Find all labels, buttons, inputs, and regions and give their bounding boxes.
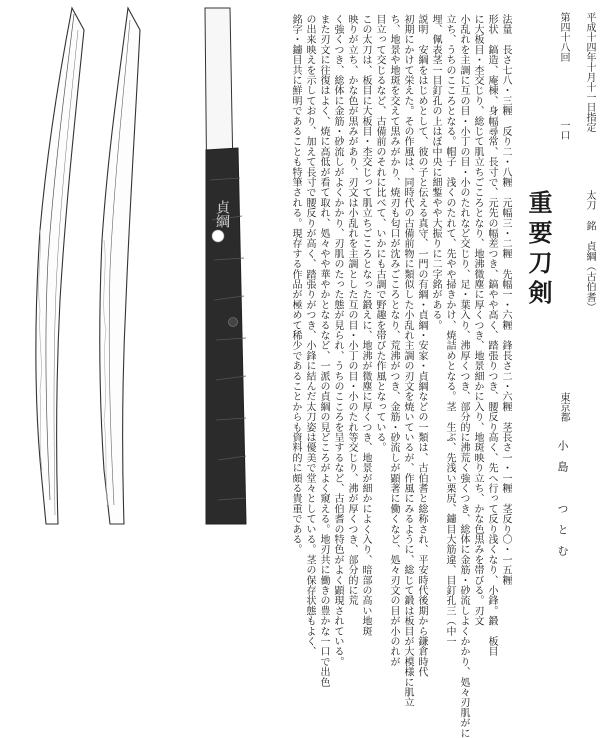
designation-date: 平成十四年十月十一日指定 xyxy=(584,12,595,132)
text-column: 小乱れを主調に互の目・小丁の目・小のたれなど交じり、足・葉入り、沸厚くつき、部分的に沸荒く強くつき、総体に金筋・砂流しよくかかり、処々刃肌がに xyxy=(458,14,469,738)
text-column: に大板目・杢交じり、総じて肌立ちごころとなり、地沸微塵に厚くつき、地景細かに入り、地斑映り立ち、かな色黒みを帯びる。刃文 xyxy=(472,14,483,626)
peg-hole xyxy=(212,230,224,242)
tang-with-inscription xyxy=(205,8,246,524)
text-column: 形状 鎬造、庵棟、身幅尋常、長寸で、元先の幅差つき、鎬やや高く、踏張りつき、腰反り高く、先へ行って反り浅くなり、小鋒。鍛 板目 xyxy=(486,14,497,657)
text-column: また刃文に往復はよく、焼に高低が看て取れ、処々やや華やかとなるなど、一派の貞綱の見どころがよく窺える。地刃共に働きの豊かな一口で出色 xyxy=(318,14,329,688)
peg-hole xyxy=(229,318,238,327)
text-column: 立ち、うちのこころとなる。帽子 浅くのたれて、先やや掃きかけ、焼詰めとなる。茎 生ぶ、先浅い栗尻、鑢目大筋違、目釘孔三（中一 xyxy=(444,14,455,647)
text-column: 説明 安綱をはじめとして、彼の子と伝える真守、一門の有綱・貞綱・安家・貞綱などの一類は、古伯耆と総称され、平安時代後期から鎌倉時代 xyxy=(416,14,427,677)
text-column: 銘字・鑢目共に鮮明であることも特筆される。現存する作品が極めて稀少であることからも資料的に頗る貴重である。 xyxy=(290,14,301,555)
text-column: 埋、佩表茎一目釘孔の上はぼ中央に細鏨やや大振りに二字銘がある。 xyxy=(430,14,441,331)
sword-name: 太刀 銘 貞綱（古伯耆） xyxy=(584,190,595,313)
tang-inscription: 貞綱 xyxy=(214,200,230,228)
session-number: 第四十八回 xyxy=(558,12,569,62)
owner-name: 小島 つとむ xyxy=(556,440,569,566)
text-column: ち、地景や地斑を交えて黒みがかり、焼刃も匂口が沈みごころとなり、荒沸がつき、金筋・砂流しが顕著に働くなど、処々刃文の目が小のれが xyxy=(388,14,399,667)
document-title: 重要刀剣 xyxy=(524,190,553,310)
text-column: 法量 長さ七八・三糎 反り二・八糎 元幅三・二糎 先幅一・六糎 鋒長さ二・六糎 茎長さ一・一糎 茎反り〇・一五糎 xyxy=(500,14,511,586)
text-column: 映りが立ち、かな色が黒みがあり、刃文は小乱れを主調とした互の目・小丁の目・小のたれ等交じり、沸が厚くつき、部分的に荒 xyxy=(346,14,357,606)
text-column: の出来映えを示しており、加えて長寸で腰反りが高く、踏張りがつき、小鋒に結んだ太刀姿は優美で堂々としている。茎の保存状態もよく、 xyxy=(304,14,315,657)
text-column: 初期にかけて栄えた。その作風は、同時代の古備前物に類似した小乱れ主調の刃文を焼いているが、作風にみるように、総じて鍛は板目が大模様に肌立 xyxy=(402,14,413,708)
item-count: 一口 xyxy=(558,120,569,140)
owner-location: 東京都 xyxy=(558,392,569,422)
blade-outline-left xyxy=(36,8,84,524)
text-column: 目立って交じるなど、古備前のそれに比べて、いかにも古調で野趣を帯びた作風となっている。 xyxy=(374,14,385,453)
text-column: この太刀は、板目に大板目・杢交じって肌立ちごころとなった鍛えに、地沸が微塵に厚くつき、地景が細かによく入り、暗部の高い地斑 xyxy=(360,14,371,637)
blade-outline-middle xyxy=(100,8,140,524)
text-column: く強くつき、総体に金筋・砂流しがよくかかり、刃肌のたった態が見られ、うちのこころを呈するなど、古伯耆の特色がよく顕現されている。 xyxy=(332,14,343,667)
sword-blade-figure xyxy=(0,0,290,529)
